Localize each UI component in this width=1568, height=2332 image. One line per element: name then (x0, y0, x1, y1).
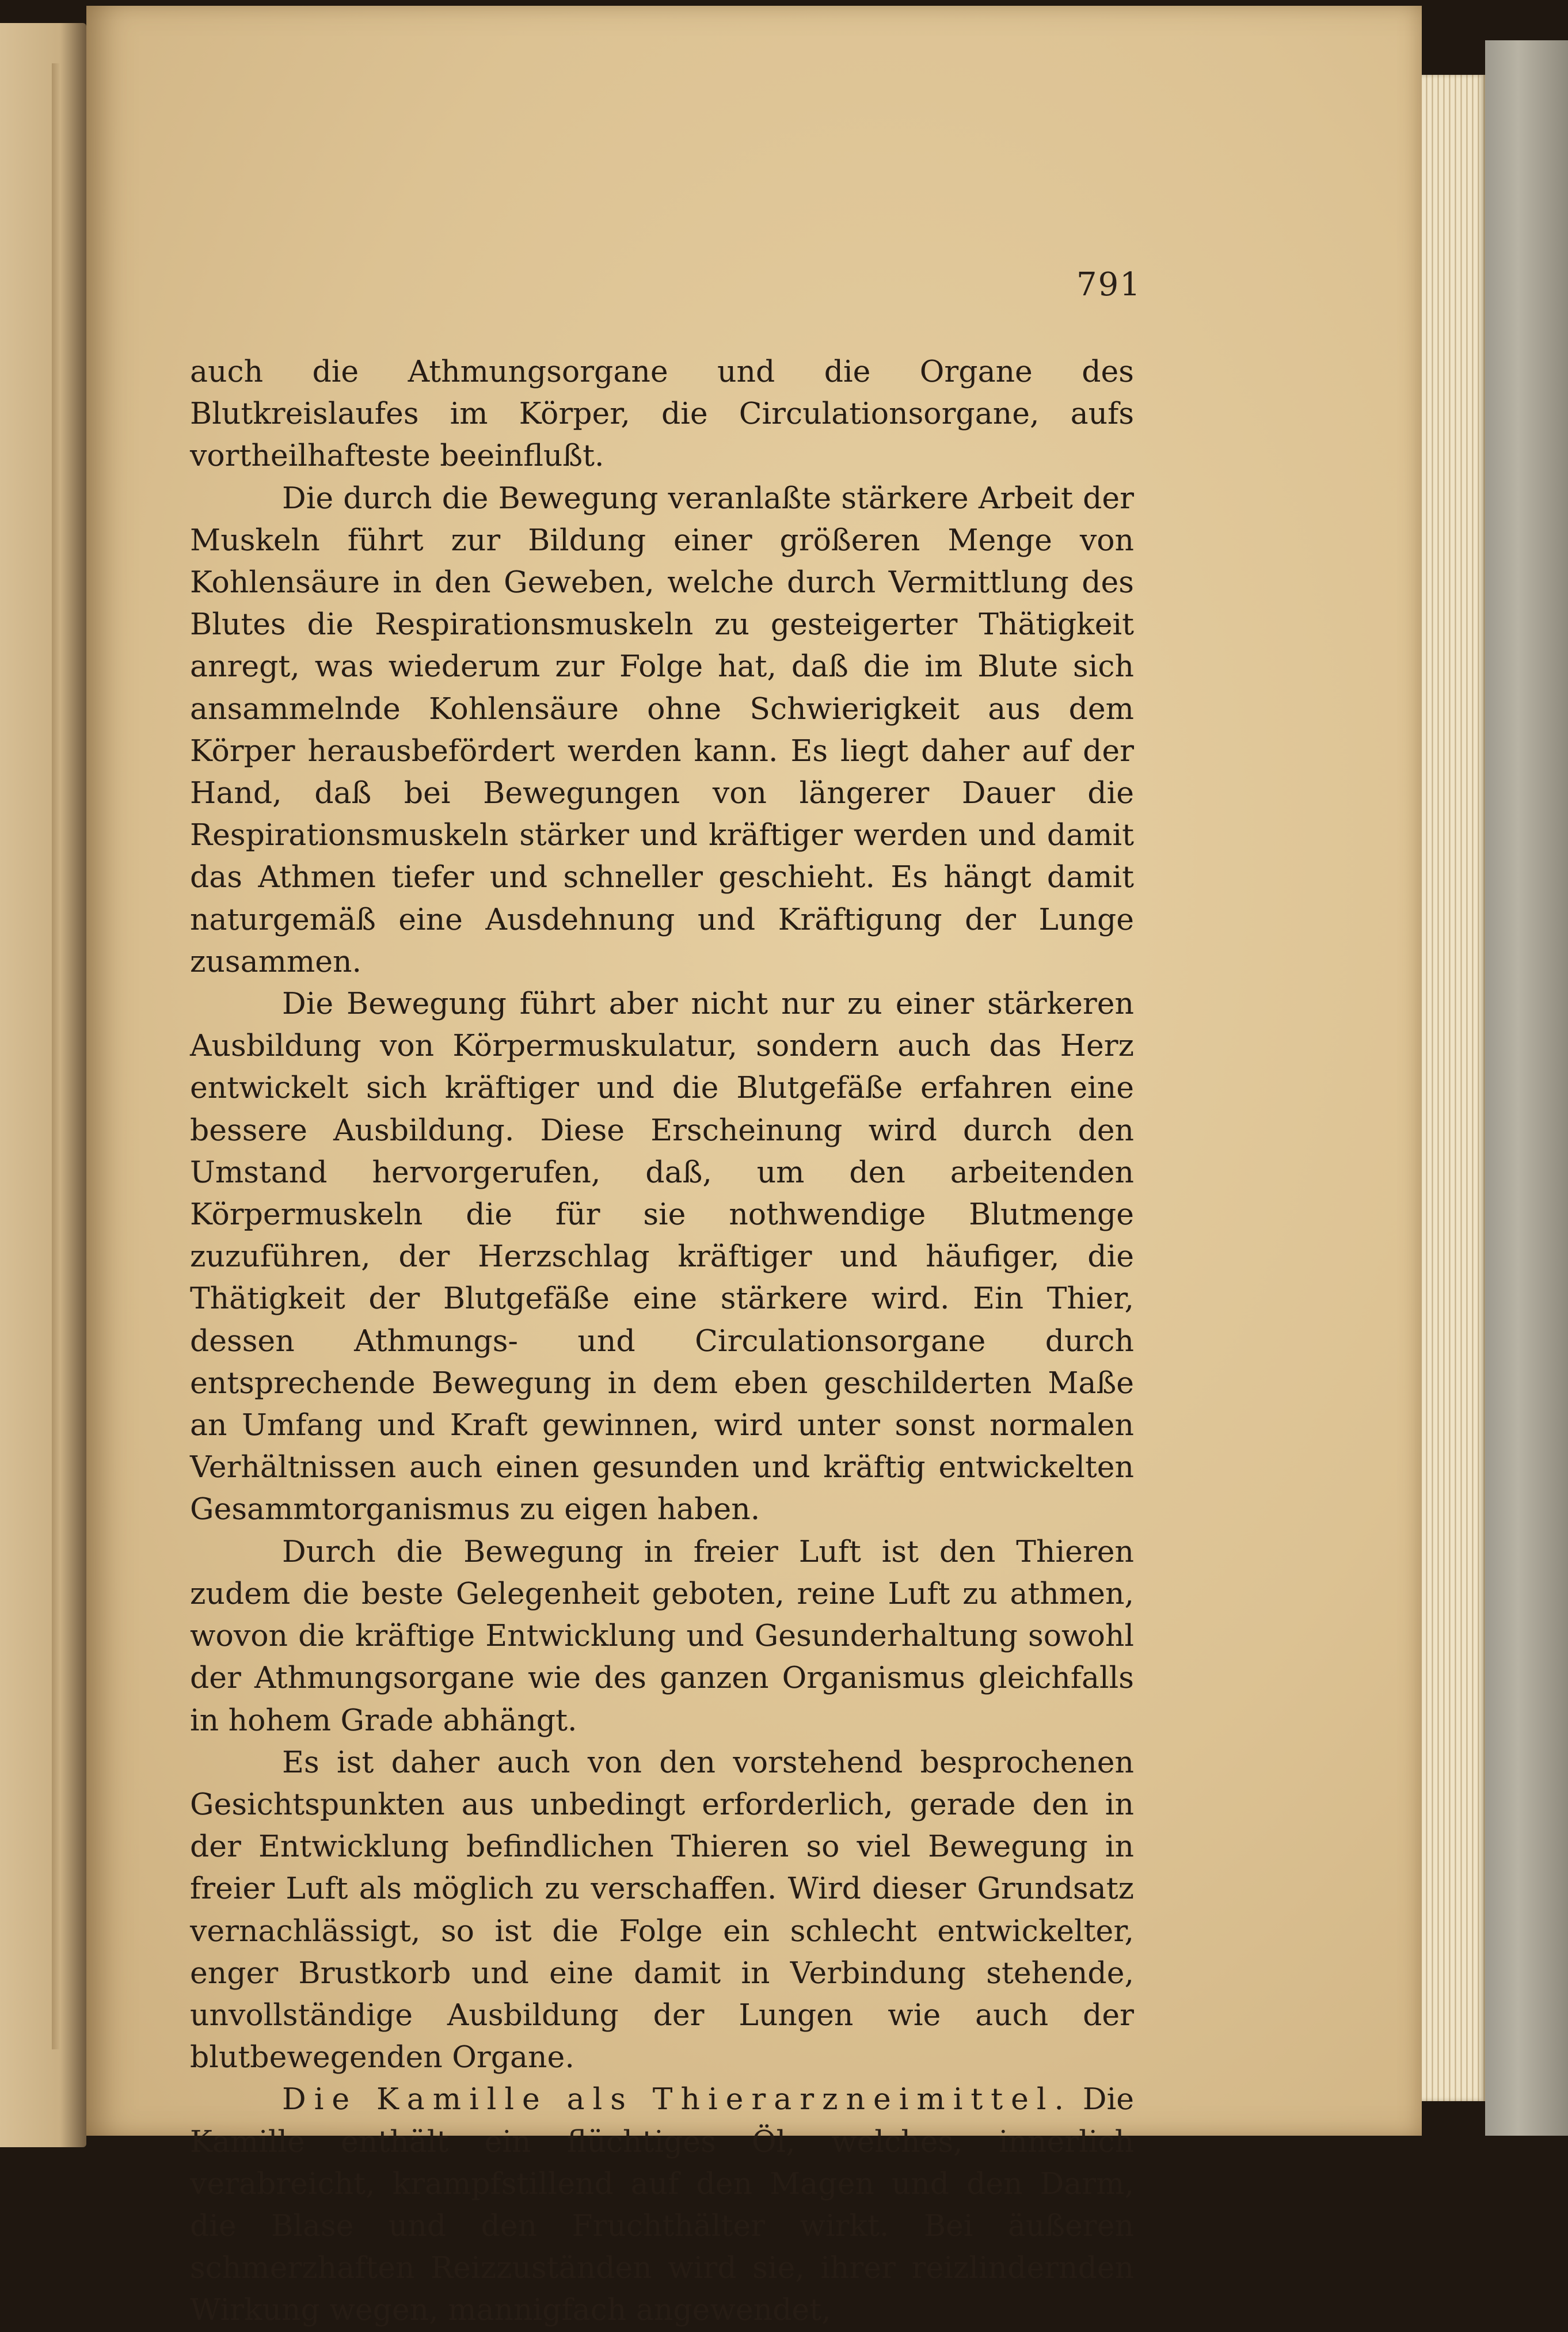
paragraph-1: auch die Athmungsorgane und die Organe des Blutkreislaufes im Körper, die Circulationsorgane, aufs vortheilhafteste beeinflußt. (190, 355, 1134, 474)
paragraph-4: Durch die Bewegung in freier Luft ist den Thieren zudem die beste Gelegenheit geboten, reine Luft zu athmen, wovon die kräftige Entwicklung und Gesunderhaltung sowohl der Athmungsorgane wie des ganzen Organismus gleichfalls in hohem Grade abhängt. (190, 1534, 1134, 1738)
page-number: 791 (1076, 266, 1141, 303)
section-heading: Die Kamille als Thierarzneimittel. (282, 2082, 1072, 2117)
paragraph-6 (190, 2079, 1134, 2331)
paragraph-3: Die Bewegung führt aber nicht nur zu einer stärkeren Ausbildung von Körpermuskulatur, sondern auch das Herz entwickelt sich kräftiger und die Blutgefäße erfahren eine bessere Ausbildung. Diese Erscheinung wird durch den Umstand hervorgerufen, daß, um den arbeitenden Körpermuskeln die für sie nothwendige Blutmenge zuzuführen, der Herzschlag kräftiger und häufiger, die Thätigkeit der Blutgefäße eine stärkere wird. Ein Thier, dessen Athmungs- und Circulationsorgane durch entsprechende Bewegung in dem eben geschilderten Maße an Umfang und Kraft gewinnen, wird unter sonst normalen Verhältnissen auch einen gesunden und kräftig entwickelten Gesammtorganismus zu eigen haben. (190, 987, 1134, 1527)
left-page-edge (0, 23, 86, 2147)
page-fore-edge (1422, 75, 1485, 2101)
paragraph-5: Es ist daher auch von den vorstehend besprochenen Gesichtspunkten aus unbedingt erforderlich, gerade den in der Entwicklung befindlichen Thieren so viel Bewegung in freier Luft als möglich zu verschaffen. Wird dieser Grundsatz vernachlässigt, so ist die Folge ein schlecht entwickelter, enger Brustkorb und eine damit in Verbindung stehende, unvollständige Ausbildung der Lungen wie auch der blutbewegenden Organe. (190, 1745, 1134, 2075)
body-text (190, 351, 1134, 2332)
paragraph-2: Die durch die Bewegung veranlaßte stärkere Arbeit der Muskeln führt zur Bildung einer größeren Menge von Kohlensäure in den Geweben, welche durch Vermittlung des Blutes die Respirationsmuskeln zu gesteigerter Thätigkeit anregt, was wiederum zur Folge hat, daß die im Blute sich ansammelnde Kohlensäure ohne Schwierigkeit aus dem Körper herausbefördert werden kann. Es liegt daher auf der Hand, daß bei Bewegungen von längerer Dauer die Respirationsmuskeln stärker und kräftiger werden und damit das Athmen tiefer und schneller geschieht. Es hängt damit naturgemäß eine Ausdehnung und Kräftigung der Lunge zusammen. (190, 481, 1134, 979)
gutter-shadow (52, 63, 60, 2049)
book-cover (1485, 40, 1568, 2136)
paragraph-6-text: Die Kamille enthält ein flüchtiges Öl, welches, innerlich verabreicht, krampfstillend auf den Magen und den Darm, die Blase und den Fruchthälter wirkt. Bei äußeren schmerzhaften Reizzuständen wird sie, ihrer reizlindernden Wirkung wegen, mannigfach angewendet, (190, 2082, 1135, 2328)
